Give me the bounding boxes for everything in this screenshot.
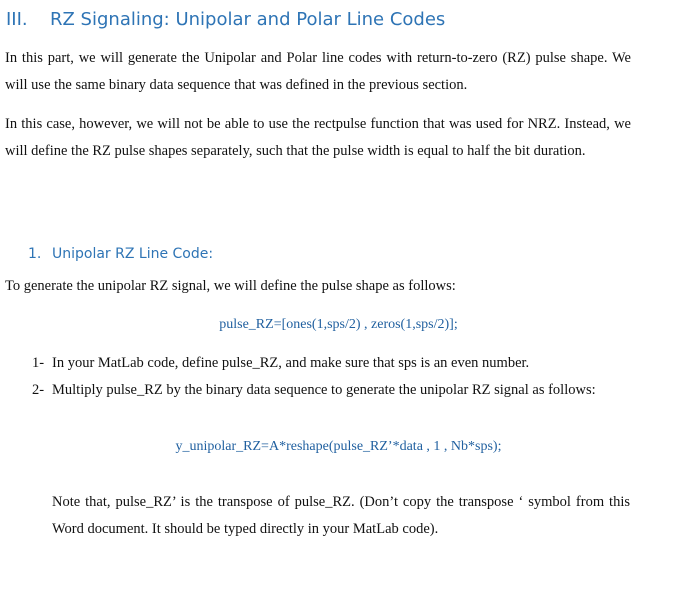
section-heading xyxy=(6,9,445,30)
list-text: In your MatLab code, define pulse_RZ, and make sure that sps is an even number. xyxy=(52,355,530,371)
list-item xyxy=(32,350,630,377)
section-title: RZ Signaling: Unipolar and Polar Line Codes xyxy=(50,9,446,30)
list-text: Multiply pulse_RZ by the binary data sequence to generate the unipolar RZ signal as follows: xyxy=(52,382,596,398)
subsection-number: 1. xyxy=(28,246,42,262)
note-paragraph: Note that, pulse_RZ’ is the transpose of pulse_RZ. (Don’t copy the transpose ‘ symbol from this Word document. It should be typed directly in your MatLab code). xyxy=(52,494,630,537)
subsection-title: Unipolar RZ Line Code: xyxy=(52,246,214,262)
list-marker: 1- xyxy=(32,355,45,371)
subsection-heading xyxy=(28,246,213,262)
code-pulse-rz: pulse_RZ=[ones(1,sps/2) , zeros(1,sps/2)]; xyxy=(219,317,458,332)
list-marker: 2- xyxy=(32,382,45,398)
paragraph-rz-case: In this case, however, we will not be able to use the rectpulse function that was used for NRZ. Instead, we will define the RZ pulse shapes separately, such that the pulse width is equal to half the bit duration. xyxy=(5,116,631,159)
code-unipolar-signal: y_unipolar_RZ=A*reshape(pulse_RZ’*data , 1 , Nb*sps); xyxy=(175,439,502,454)
section-number: III. xyxy=(6,9,28,30)
paragraph-intro: In this part, we will generate the Unipolar and Polar line codes with return-to-zero (RZ) pulse shape. We will use the same binary data sequence that was defined in the previous section. xyxy=(5,50,631,93)
list-item xyxy=(32,377,630,404)
paragraph-generate: To generate the unipolar RZ signal, we will define the pulse shape as follows: xyxy=(5,278,456,294)
